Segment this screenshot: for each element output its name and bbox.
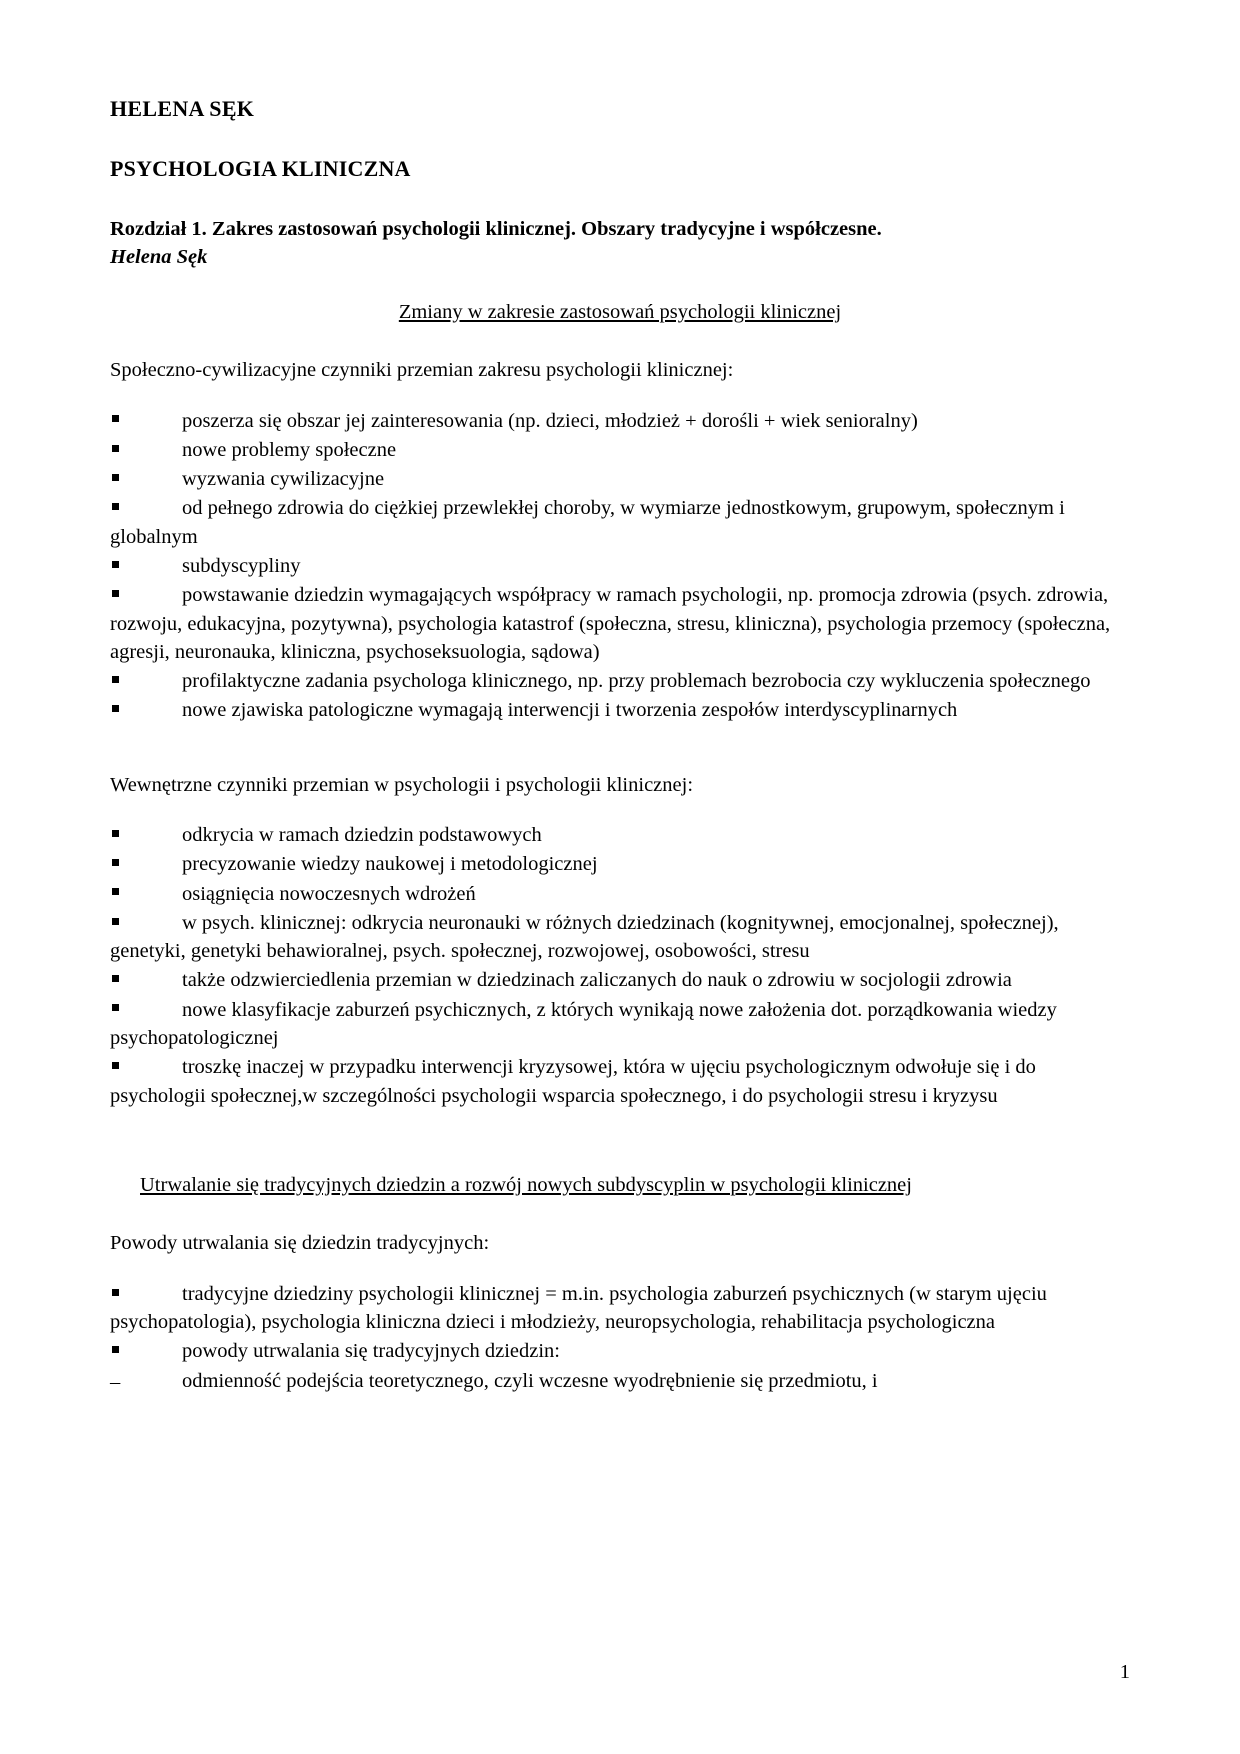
square-bullet-icon	[110, 850, 182, 878]
list-item: także odzwierciedlenia przemian w dziedzinach zaliczanych do nauk o zdrowiu w socjologii zdrowia	[110, 966, 1130, 994]
book-title: PSYCHOLOGIA KLINICZNA	[110, 156, 411, 181]
list-item: nowe zjawiska patologiczne wymagają interwencji i tworzenia zespołów interdyscyplinarnych	[110, 696, 1130, 724]
square-bullet-icon	[110, 494, 182, 522]
section1-intro2: Wewnętrzne czynniki przemian w psychologii i psychologii klinicznej:	[110, 773, 694, 796]
square-bullet-icon	[110, 909, 182, 937]
square-bullet-icon	[110, 1053, 182, 1081]
list-item: poszerza się obszar jej zainteresowania (np. dzieci, młodzież + dorośli + wiek senioralny)	[110, 407, 1130, 435]
square-bullet-icon	[110, 821, 182, 849]
square-bullet-icon	[110, 581, 182, 609]
square-bullet-icon	[110, 966, 182, 994]
square-bullet-icon	[110, 696, 182, 724]
chapter-author: Helena Sęk	[110, 245, 208, 268]
list-item: odkrycia w ramach dziedzin podstawowych	[110, 821, 1130, 849]
author-header: HELENA SĘK	[110, 96, 255, 121]
list-item: tradycyjne dziedziny psychologii klinicznej = m.in. psychologia zaburzeń psychicznych (w starym ujęciu psychopatologia), psychologia kliniczna dzieci i młodzieży, neuropsychologia, rehabilitacja psychologiczna	[110, 1280, 1130, 1337]
section1-bullet-list-2	[110, 821, 1130, 1110]
list-item: osiągnięcia nowoczesnych wdrożeń	[110, 880, 1130, 908]
square-bullet-icon	[110, 552, 182, 580]
square-bullet-icon	[110, 996, 182, 1024]
square-bullet-icon	[110, 1337, 182, 1365]
list-item: – odmienność podejścia teoretycznego, czyli wczesne wyodrębnienie się przedmiotu, i	[110, 1367, 1130, 1395]
section2-intro: Powody utrwalania się dziedzin tradycyjnych:	[110, 1232, 490, 1255]
section2-bullet-list	[110, 1280, 1130, 1395]
section1-bullet-list	[110, 407, 1130, 725]
section1-intro: Społeczno-cywilizacyjne czynniki przemian zakresu psychologii klinicznej:	[110, 359, 734, 382]
list-item: subdyscypliny	[110, 552, 1130, 580]
list-item: profilaktyczne zadania psychologa klinicznego, np. przy problemach bezrobocia czy wykluczenia społecznego	[110, 667, 1130, 695]
square-bullet-icon	[110, 436, 182, 464]
list-item: troszkę inaczej w przypadku interwencji kryzysowej, która w ujęciu psychologicznym odwołuje się i do psychologii społecznej,w szczególności psychologii wsparcia społecznego, i do psychologii stresu i kryzysu	[110, 1053, 1130, 1110]
list-item: nowe problemy społeczne	[110, 436, 1130, 464]
list-item: powody utrwalania się tradycyjnych dziedzin:	[110, 1337, 1130, 1365]
square-bullet-icon	[110, 880, 182, 908]
chapter-title: Rozdział 1. Zakres zastosowań psychologii klinicznej. Obszary tradycyjne i współczesne.	[110, 218, 882, 240]
list-item: w psych. klinicznej: odkrycia neuronauki w różnych dziedzinach (kognitywnej, emocjonalnej, społecznej), genetyki, genetyki behawioralnej, psych. społecznej, rozwojowej, osobowości, stresu	[110, 909, 1130, 966]
square-bullet-icon	[110, 407, 182, 435]
list-item: nowe klasyfikacje zaburzeń psychicznych, z których wynikają nowe założenia dot. porządkowania wiedzy psychopatologicznej	[110, 996, 1130, 1053]
list-item: od pełnego zdrowia do ciężkiej przewlekłej choroby, w wymiarze jednostkowym, grupowym, społecznym i globalnym	[110, 494, 1130, 551]
list-item: powstawanie dziedzin wymagających współpracy w ramach psychologii, np. promocja zdrowia (psych. zdrowia, rozwoju, edukacyjna, pozytywna), psychologia katastrof (społeczna, stresu, kliniczna), psychologia przemocy (społeczna, agresji, neuronauka, kliniczna, psychoseksuologia, sądowa)	[110, 581, 1130, 666]
page-number: 1	[1119, 1661, 1130, 1683]
section-heading-changes: Zmiany w zakresie zastosowań psychologii klinicznej	[398, 300, 842, 323]
dash-bullet-icon: –	[110, 1370, 121, 1393]
section-heading-traditions: Utrwalanie się tradycyjnych dziedzin a rozwój nowych subdyscyplin w psychologii klinicznej	[140, 1173, 912, 1196]
list-item: wyzwania cywilizacyjne	[110, 465, 1130, 493]
square-bullet-icon	[110, 667, 182, 695]
square-bullet-icon	[110, 1280, 182, 1308]
list-item: precyzowanie wiedzy naukowej i metodologicznej	[110, 850, 1130, 878]
square-bullet-icon	[110, 465, 182, 493]
